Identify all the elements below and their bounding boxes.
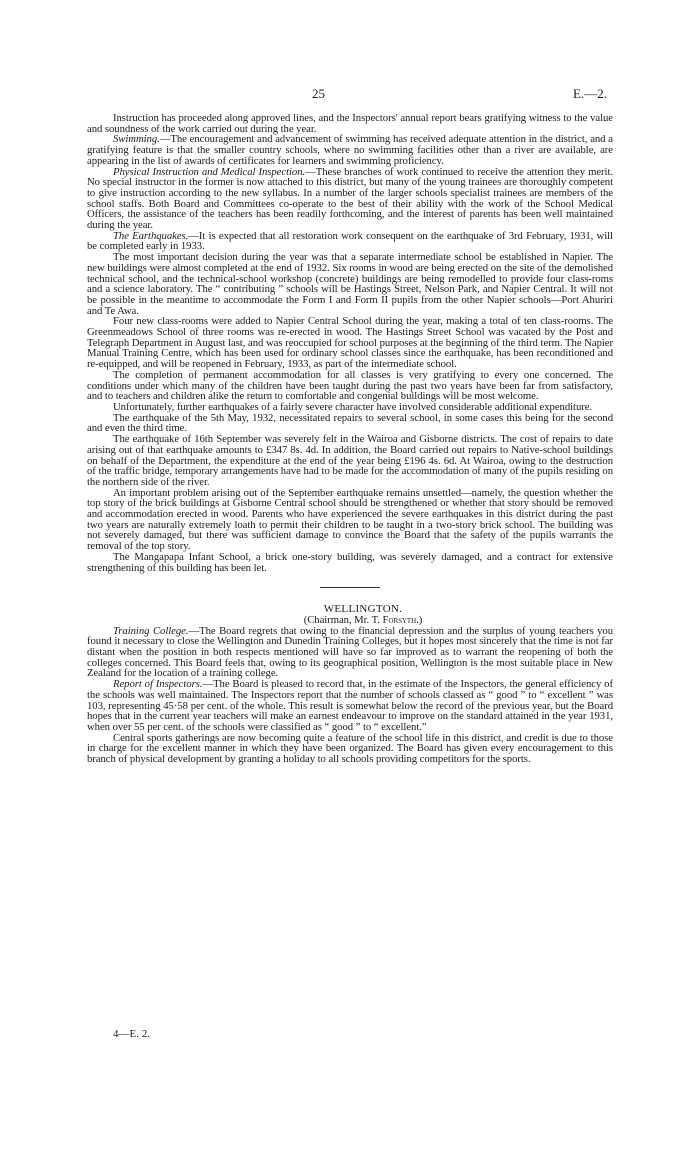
paragraph-text: —The encouragement and advancement of swimming has received adequate attention in the district, and a gratifying feature is that the smaller country schools, where no swimming facilities other than a river are available, are appearing in the list of awards of certificates for learners and swimming proficiency. xyxy=(87,133,613,167)
paragraph-text: The completion of permanent accommodation for all classes is very gratifying to every one concerned. The conditions under which many of the children have been taught during the past two years have been far from satisfactory, and to teachers and children alike the return to comfortable and congenial buildings will be most welcome. xyxy=(87,368,613,403)
paragraph-text: The Mangapapa Infant School, a brick one-story building, was severely damaged, and a contract for extensive strengthening of this building has been let. xyxy=(87,550,613,574)
paragraph-text: —The Board is pleased to record that, in the estimate of the Inspectors, the general efficiency of the schools was well maintained. The Inspectors report that the number of schools classed as “ good ” to “ excellent ” was 103, representing 45·58 per cent. of the whole. This result is somewhat below the record of the previous year, but the Board hopes that in the current year teachers will make an earnest endeavour to improve on the standard attained in the year 1931, when over 55 per cent. of the schools were classified as “ good ” to “ excellent.” xyxy=(87,678,613,733)
document-body xyxy=(87,113,613,765)
paragraph-text: —These branches of work continued to receive the attention they merit. No special instructor in the former is now attached to this district, but many of the young trainees are thoroughly competent to give instruction according to the new syllabus. In a number of the larger schools specialist trainees are members of the school staffs. Both Board and Committees co-operate to the best of their ability with the work of the School Medical Officers, the assistance of the teachers has been readily forthcoming, and the interest of parents has been well maintained during the year. xyxy=(87,165,613,232)
paragraphs-bottom xyxy=(87,626,613,765)
paragraph-lead: Swimming. xyxy=(113,133,160,146)
paragraph xyxy=(87,231,613,252)
paragraph xyxy=(87,316,613,370)
paragraph xyxy=(87,679,613,733)
paragraph-text: —It is expected that all restoration work consequent on the earthquake of 3rd February, 1931, will be completed early in 1933. xyxy=(87,229,613,253)
paragraph-text: —The Board regrets that owing to the financial depression and the surplus of young teachers you found it necessary to close the Wellington and Dunedin Training Colleges, but it hopes most sincerely that the time is not far distant when the position in both respects mentioned will have so far improved as to warrant the reopening of both the colleges concerned. This Board feels that, owing to its geographical position, Wellington is the most suitable place in New Zealand for the location of a training college. xyxy=(87,624,614,680)
subtitle-suffix: .) xyxy=(416,613,423,626)
paragraph xyxy=(87,733,613,765)
paragraph-lead: Report of Inspectors. xyxy=(113,678,203,691)
paragraph-text: The earthquake of 16th September was severely felt in the Wairoa and Gisborne districts. The cost of repairs to date arising out of that earthquake amounts to £347 8s. 4d. In addition, the Board carried out repairs to Native-school buildings on behalf of the Department, the expenditure at the end of the year being £196 4s. 6d. At Wairoa, owing to the destruction of the traffic bridge, temporary arrangements have had to be made for the accommodation of many of the pupils residing on the northern side of the river. xyxy=(87,433,613,488)
paragraph-text: Four new class-rooms were added to Napier Central School during the year, making a total of ten class-rooms. The Greenmeadows School of three rooms was re-erected in wood. The Hastings Street School was vacated by the Post and Telegraph Department in August last, and was reoccupied for school purposes at the beginning of the third term. The Napier Manual Training Centre, which has been used for ordinary school classes since the earthquake, has been reconditioned and re-equipped, and will be reopened in February, 1933, as part of the intermediate school. xyxy=(87,315,613,371)
paragraph xyxy=(87,488,613,552)
page-header xyxy=(0,86,700,102)
paragraph-text: Central sports gatherings are now becoming quite a feature of the school life in this district, and credit is due to those in charge for the excellent manner in which they have been organized. The Board has given every encouragement to this branch of physical development by granting a holiday to all schools providing competitors for the sports. xyxy=(87,731,613,766)
paragraph-text: Unfortunately, further earthquakes of a fairly severe character have involved considerable additional expenditure. xyxy=(113,400,593,413)
paragraph xyxy=(87,552,613,573)
paragraph-text: Instruction has proceeded along approved lines, and the Inspectors' annual report bears gratifying witness to the value and soundness of the work carried out during the year. xyxy=(87,112,613,135)
paragraph-text: The earthquake of the 5th May, 1932, necessitated repairs to several school, in some cases this being for the second and even the third time. xyxy=(87,411,613,435)
paragraph-lead: Physical Instruction and Medical Inspection. xyxy=(113,165,306,178)
section-divider xyxy=(320,587,380,588)
page-signature: 4—E. 2. xyxy=(113,1028,150,1040)
paragraph-text: An important problem arising out of the September earthquake remains unsettled—namely, the question whether the top story of the brick buildings at Gisborne Central school should be strengthened or whether that story should be removed and accommodation erected in wood. Parents who have experienced the severe earthquakes in this district during the past two years are naturally extremely loath to permit their children to be taught in a two-story brick school. The building was not severely damaged, but there was sufficient damage to convince the Board that the safety of the pupils warrants the removal of the top story. xyxy=(87,486,613,553)
paragraph xyxy=(87,413,613,434)
document-reference: E.—2. xyxy=(573,86,607,101)
chairman-name: Forsyth xyxy=(382,613,417,626)
section-title: WELLINGTON. xyxy=(323,603,403,616)
paragraph xyxy=(87,167,613,231)
paragraphs-top xyxy=(87,113,613,573)
paragraph xyxy=(87,252,613,316)
subtitle-prefix: (Chairman, Mr. T. xyxy=(303,613,383,626)
page-number: 25 xyxy=(312,86,325,101)
paragraph-text: The most important decision during the year was that a separate intermediate school be established in Napier. The new buildings were almost completed at the end of 1932. Six rooms in wood are being erected on the site of the demolished technical school, and the technical-school workshop (concrete) buildings are being remodelled to provide four class-roms and a science laboratory. The “ contributing ” schools will be Hastings Street, Nelson Park, and Napier Central. It will not be possible in the meantime to accommodate the Form I and Form II pupils from the other Napier schools—Port Ahuriri and Te Awa. xyxy=(87,251,613,317)
paragraph xyxy=(87,370,613,402)
paragraph xyxy=(87,134,613,166)
paragraph xyxy=(87,434,613,488)
paragraph-lead: Training College. xyxy=(113,624,189,637)
paragraph xyxy=(87,113,613,134)
paragraph-lead: The Earthquakes. xyxy=(113,229,189,242)
paragraph xyxy=(87,626,613,680)
